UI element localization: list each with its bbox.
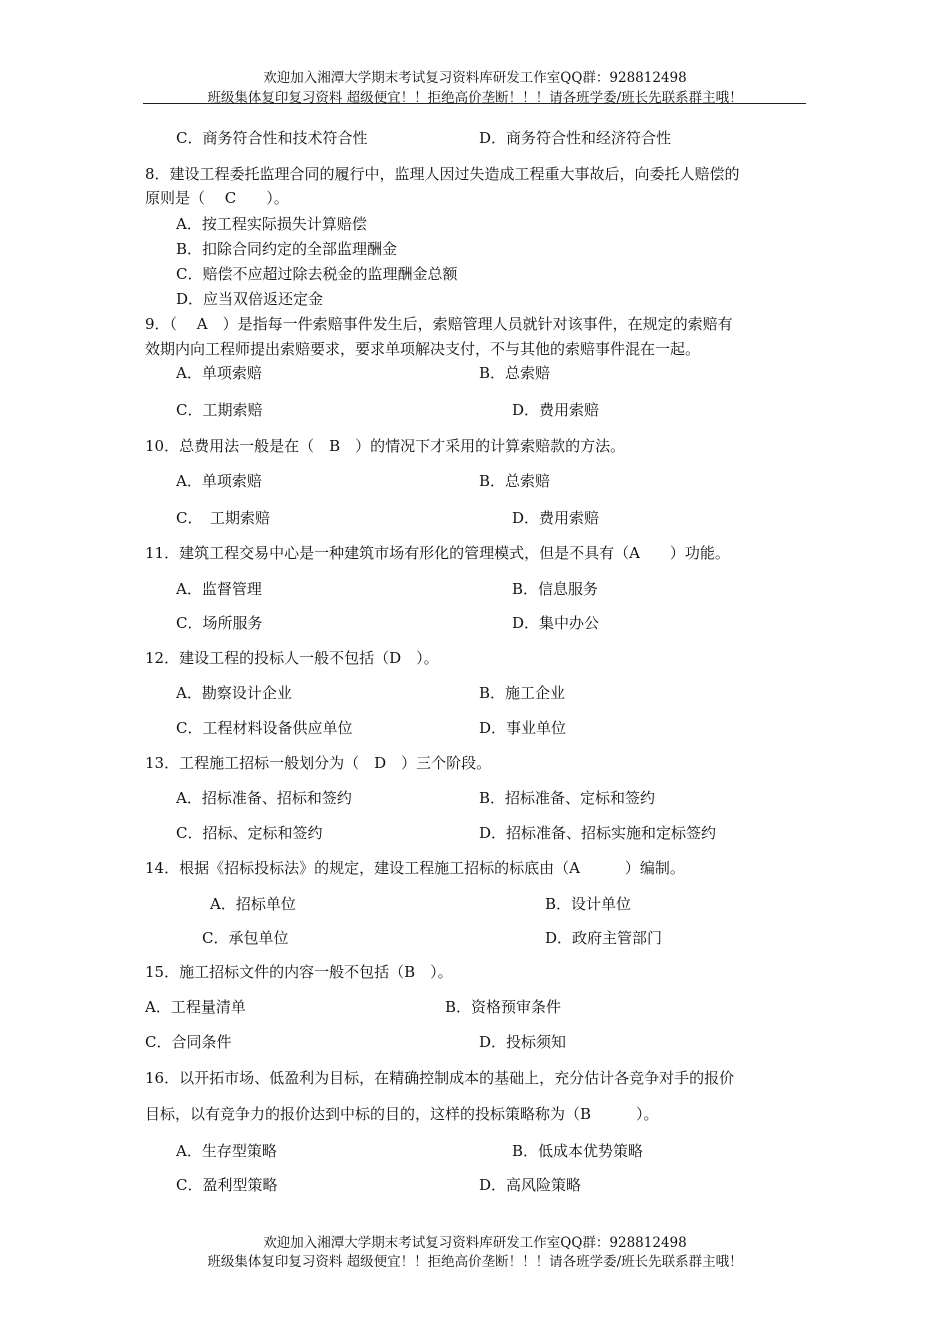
q8-question-line-2: 原则是（ C ）。	[145, 189, 289, 207]
q11-option-d: D．集中办公	[512, 614, 600, 632]
q10-option-d: D．费用索赔	[512, 509, 600, 527]
q12-option-b: B．施工企业	[479, 684, 566, 702]
header-line-2: 班级集体复印复习资料 超级便宜！！拒绝高价垄断！！！请各班学委/班长先联系群主哦！	[207, 90, 743, 106]
q12-option-c: C．工程材料设备供应单位	[176, 719, 353, 737]
q11-option-a: A．监督管理	[176, 580, 262, 598]
q13-option-a: A．招标准备、招标和签约	[176, 789, 352, 807]
q8-option-d: D．应当双倍返还定金	[176, 290, 324, 308]
q15-question: 15．施工招标文件的内容一般不包括（B ）。	[145, 963, 453, 981]
q16-option-b: B．低成本优势策略	[512, 1142, 644, 1160]
q16-question-line-2: 目标，以有竞争力的报价达到中标的目的，这样的投标策略称为（B ）。	[145, 1105, 659, 1123]
q11-question: 11．建筑工程交易中心是一种建筑市场有形化的管理模式，但是不具有（A ）功能。	[145, 544, 730, 562]
q8-option-a: A．按工程实际损失计算赔偿	[176, 215, 367, 233]
q14-option-c: C．承包单位	[202, 929, 289, 947]
q11-option-c: C．场所服务	[176, 614, 263, 632]
q16-option-a: A．生存型策略	[176, 1142, 277, 1160]
q7-option-c: C．商务符合性和技术符合性	[176, 129, 368, 147]
header-line-1: 欢迎加入湘潭大学期末考试复习资料库研发工作室QQ群：928812498	[263, 70, 687, 86]
q9-question-line-1: 9．（ A ）是指每一件索赔事件发生后，索赔管理人员就针对该事件，在规定的索赔有	[145, 315, 733, 333]
q9-option-b: B．总索赔	[479, 364, 551, 382]
q16-option-d: D．高风险策略	[479, 1176, 582, 1194]
footer-line-1: 欢迎加入湘潭大学期末考试复习资料库研发工作室QQ群：928812498	[263, 1235, 687, 1251]
q13-option-b: B．招标准备、定标和签约	[479, 789, 656, 807]
q14-option-b: B．设计单位	[545, 895, 632, 913]
q15-option-c: C．合同条件	[145, 1033, 232, 1051]
q8-option-c: C．赔偿不应超过除去税金的监理酬金总额	[176, 265, 458, 283]
q11-option-b: B．信息服务	[512, 580, 599, 598]
q10-option-c: C． 工期索赔	[176, 509, 270, 527]
footer-line-2: 班级集体复印复习资料 超级便宜！！拒绝高价垄断！！！请各班学委/班长先联系群主哦！	[207, 1254, 743, 1270]
header-divider	[143, 103, 806, 104]
q9-option-a: A．单项索赔	[176, 364, 262, 382]
q8-option-b: B．扣除合同约定的全部监理酬金	[176, 240, 398, 258]
q12-option-a: A．勘察设计企业	[176, 684, 292, 702]
q10-option-b: B．总索赔	[479, 472, 551, 490]
q16-option-c: C．盈利型策略	[176, 1176, 278, 1194]
q15-option-b: B．资格预审条件	[445, 998, 562, 1016]
q9-question-line-2: 效期内向工程师提出索赔要求，要求单项解决支付，不与其他的索赔事件混在一起。	[145, 340, 701, 358]
q14-question: 14．根据《招标投标法》的规定，建设工程施工招标的标底由（A ）编制。	[145, 859, 685, 877]
q12-option-d: D．事业单位	[479, 719, 567, 737]
q7-option-d: D．商务符合性和经济符合性	[479, 129, 672, 147]
q13-option-d: D．招标准备、招标实施和定标签约	[479, 824, 717, 842]
q10-option-a: A．单项索赔	[176, 472, 262, 490]
q14-option-d: D．政府主管部门	[545, 929, 663, 947]
q9-option-c: C．工期索赔	[176, 401, 263, 419]
q10-question: 10．总费用法一般是在（ B ）的情况下才采用的计算索赔款的方法。	[145, 437, 626, 455]
q15-option-a: A．工程量清单	[145, 998, 246, 1016]
q13-question: 13．工程施工招标一般划分为（ D ）三个阶段。	[145, 754, 492, 772]
q15-option-d: D．投标须知	[479, 1033, 567, 1051]
q13-option-c: C．招标、定标和签约	[176, 824, 323, 842]
q9-option-d: D．费用索赔	[512, 401, 600, 419]
q16-question-line-1: 16．以开拓市场、低盈利为目标，在精确控制成本的基础上，充分估计各竞争对手的报价	[145, 1069, 735, 1087]
q14-option-a: A．招标单位	[210, 895, 296, 913]
q8-question-line-1: 8．建设工程委托监理合同的履行中，监理人因过失造成工程重大事故后，向委托人赔偿的	[145, 165, 740, 183]
q12-question: 12．建设工程的投标人一般不包括（D ）。	[145, 649, 439, 667]
